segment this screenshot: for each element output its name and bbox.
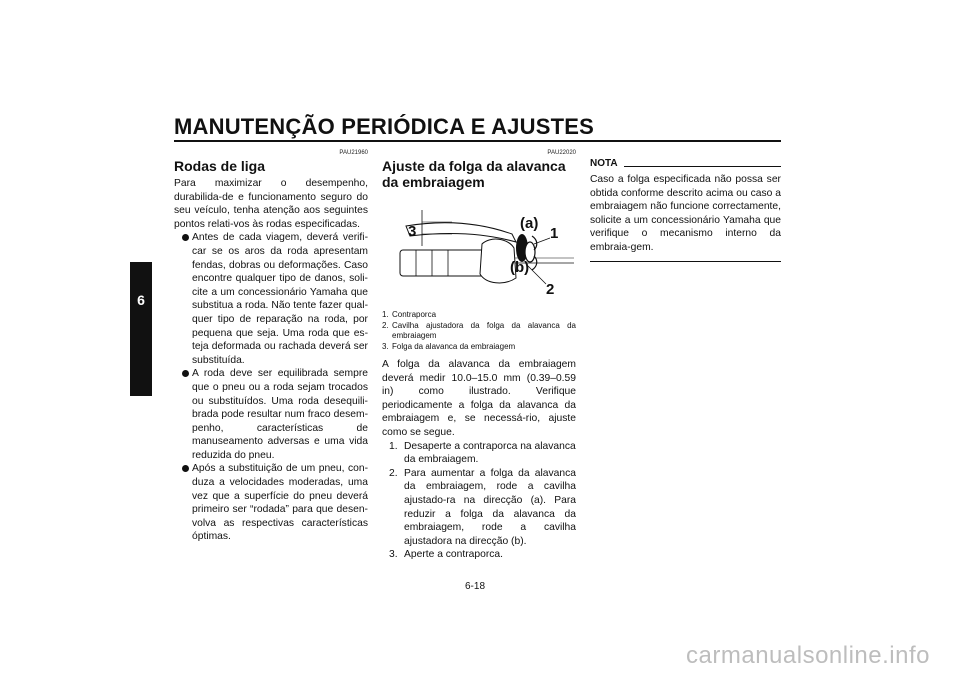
bullet-icon bbox=[182, 234, 189, 241]
bullet-icon bbox=[182, 465, 189, 472]
list-item: 2. Para aumentar a folga da alavanca da embraiagem, rode a cavilha ajustado-ra na direcção (a). Para reduzir a folga da alavanca da embraiagem, rode a cavilha ajustadora na direcção (b). bbox=[389, 467, 576, 547]
watermark: carmanualsonline.info bbox=[686, 642, 930, 669]
intro-paragraph: Para maximizar o desempenho, durabilida-de e funcionamento seguro do seu veículo, tenha atenção aos seguintes pontos relati-vos às rodas especificadas. bbox=[174, 178, 368, 230]
note-bottom-rule bbox=[590, 261, 781, 262]
figure-captions bbox=[382, 310, 576, 352]
clutch-lever-illustration bbox=[382, 194, 576, 306]
note-header bbox=[590, 158, 781, 169]
chapter-tab bbox=[130, 262, 152, 396]
section-code: PAU21960 bbox=[339, 150, 368, 156]
list-item: 3. Folga da alavanca da embraiagem bbox=[382, 341, 516, 351]
figure-label-3: 3 bbox=[408, 223, 417, 240]
header-rule bbox=[174, 140, 781, 142]
column-clutch-lever bbox=[382, 150, 576, 562]
clutch-paragraph: A folga da alavanca da embraiagem deverá medir 10.0–15.0 mm (0.39–0.59 in) como ilustrado. Verifique periodicamente a folga da alavanca da embraiagem e, se necessá-rio, ajuste como se segue. bbox=[382, 359, 576, 438]
note-title: NOTA bbox=[590, 158, 618, 169]
figure-label-b: (b) bbox=[510, 259, 530, 276]
page-title: MANUTENÇÃO PERIÓDICA E AJUSTES bbox=[174, 114, 594, 139]
note-text: Caso a folga especificada não possa ser obtida conforme descrito acima ou caso a embraiagem não funcione correctamente, solicite a um concessionário Yamaha que verifique o mecanismo interno da embraia-gem. bbox=[590, 174, 781, 253]
list-item: Após a substituição de um pneu, con-duza a velocidades moderadas, uma vez que a superfície do pneu deverá primeiro ser “rodada” para que desen-volva as respectivas características óptimas. bbox=[174, 462, 368, 544]
column-note bbox=[590, 158, 781, 262]
figure-label-2: 2 bbox=[546, 281, 555, 298]
page-number: 6-18 bbox=[465, 581, 486, 592]
bullet-icon bbox=[182, 370, 189, 377]
list-item: 3. Aperte a contraporca. bbox=[389, 549, 504, 561]
section-heading: Ajuste da folga da alavanca da embraiagem bbox=[382, 158, 566, 190]
section-code: PAU22020 bbox=[547, 150, 576, 156]
list-item: 2. Cavilha ajustadora da folga da alavanca da embraiagem bbox=[382, 320, 576, 340]
list-item: 1. Contraporca bbox=[382, 310, 437, 319]
list-item: A roda deve ser equilibrada sempre que o pneu ou a roda sejam trocados ou substituídos. Uma roda desequili-brada pode resultar num fraco desem-penho, características de manuseamento adversas e uma vida reduzida do pneu. bbox=[174, 367, 368, 462]
clutch-lever-figure bbox=[382, 194, 576, 306]
section-heading: Rodas de liga bbox=[174, 158, 266, 174]
list-item: Antes de cada viagem, deverá verifi-car se os aros da roda apresentam fendas, dobras ou deformações. Caso encontre qualquer tipo de danos, soli-cite a um concessionário Yamaha que substitua a roda. Não tente fazer qual-quer tipo de reparação na roda, por pequena que seja. Uma roda que es-teja deformada ou rachada deverá ser substituída. bbox=[174, 231, 368, 367]
column-alloy-wheels bbox=[174, 150, 368, 544]
note-top-rule bbox=[624, 166, 781, 167]
chapter-tab-number: 6 bbox=[137, 292, 145, 308]
figure-label-a: (a) bbox=[520, 215, 539, 232]
bullet-list bbox=[174, 231, 368, 544]
list-item: 1. Desaperte a contraporca na alavanca da embraiagem. bbox=[389, 440, 576, 466]
figure-label-1: 1 bbox=[550, 225, 559, 242]
adjustment-steps bbox=[382, 440, 576, 562]
